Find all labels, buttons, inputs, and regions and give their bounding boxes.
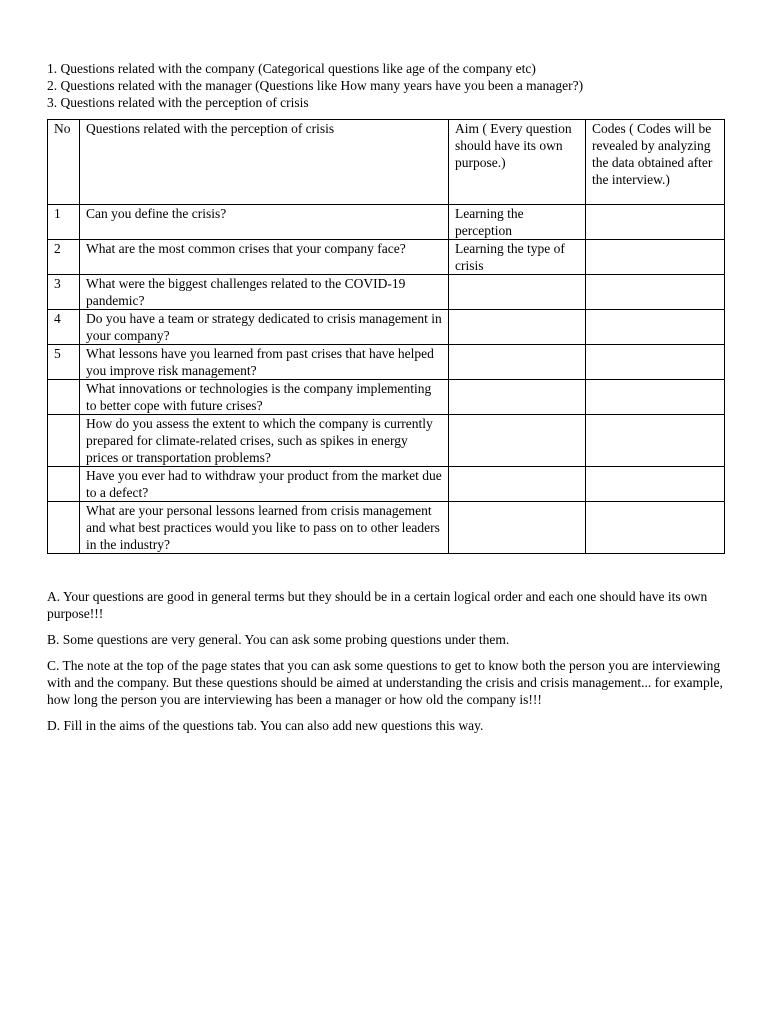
row-aim [449,310,586,345]
row-codes [586,415,725,467]
header-no: No [48,120,80,205]
table-row [48,310,725,345]
row-question: Do you have a team or strategy dedicated to crisis management in your company? [80,310,449,345]
note-a: A. Your questions are good in general terms but they should be in a certain logical order and each one should have its own purpose!!! [47,589,708,621]
row-aim [449,345,586,380]
header-question: Questions related with the perception of crisis [80,120,449,205]
row-no: 5 [48,345,80,380]
row-no: 3 [48,275,80,310]
row-no [48,467,80,502]
row-codes [586,380,725,415]
row-codes [586,502,725,554]
row-no [48,380,80,415]
table-row [48,345,725,380]
row-no [48,502,80,554]
table-row [48,415,725,467]
note-c: C. The note at the top of the page states that you can ask some questions to get to know both the person you are interviewing with and the company. But these questions should be aimed at understanding the crisis and crisis management... for example, how long the person you are interviewing has been a manager or how old the company is!!! [47,658,723,707]
row-question: What are the most common crises that your company face? [80,240,449,275]
intro-list [47,60,724,111]
row-no: 1 [48,205,80,240]
row-question: What lessons have you learned from past crises that have helped you improve risk management? [80,345,449,380]
row-no [48,415,80,467]
row-question: What are your personal lessons learned from crisis management and what best practices would you like to pass on to other leaders in the industry? [80,502,449,554]
row-aim [449,467,586,502]
row-aim [449,275,586,310]
row-aim [449,380,586,415]
note-d: D. Fill in the aims of the questions tab. You can also add new questions this way. [47,718,484,733]
row-aim [449,415,586,467]
table-row [48,380,725,415]
row-aim [449,502,586,554]
row-question: Have you ever had to withdraw your product from the market due to a defect? [80,467,449,502]
row-codes [586,345,725,380]
table-row [48,502,725,554]
row-question: Can you define the crisis? [80,205,449,240]
row-codes [586,310,725,345]
table-row [48,467,725,502]
intro-item-manager: 2. Questions related with the manager (Questions like How many years have you been a manager?) [47,78,584,93]
intro-item-company: 1. Questions related with the company (Categorical questions like age of the company etc) [47,61,536,76]
intro-item-crisis-perception: 3. Questions related with the perception of crisis [47,95,309,110]
row-question: What innovations or technologies is the company implementing to better cope with future crises? [80,380,449,415]
questions-table [47,119,725,554]
row-question: How do you assess the extent to which the company is currently prepared for climate-related crises, such as spikes in energy prices or transportation problems? [80,415,449,467]
table-row [48,275,725,310]
row-codes [586,275,725,310]
row-codes [586,240,725,275]
table-header-row [48,120,725,205]
note-b: B. Some questions are very general. You can ask some probing questions under them. [47,632,510,647]
row-codes [586,205,725,240]
row-codes [586,467,725,502]
header-codes: Codes ( Codes will be revealed by analyzing the data obtained after the interview.) [586,120,725,205]
header-aim: Aim ( Every question should have its own purpose.) [449,120,586,205]
row-question: What were the biggest challenges related to the COVID-19 pandemic? [80,275,449,310]
table-row [48,205,725,240]
table-row [48,240,725,275]
row-no: 4 [48,310,80,345]
row-aim: Learning the perception [449,205,586,240]
row-no: 2 [48,240,80,275]
row-aim: Learning the type of crisis [449,240,586,275]
document-page [47,60,724,743]
feedback-notes [47,588,724,734]
